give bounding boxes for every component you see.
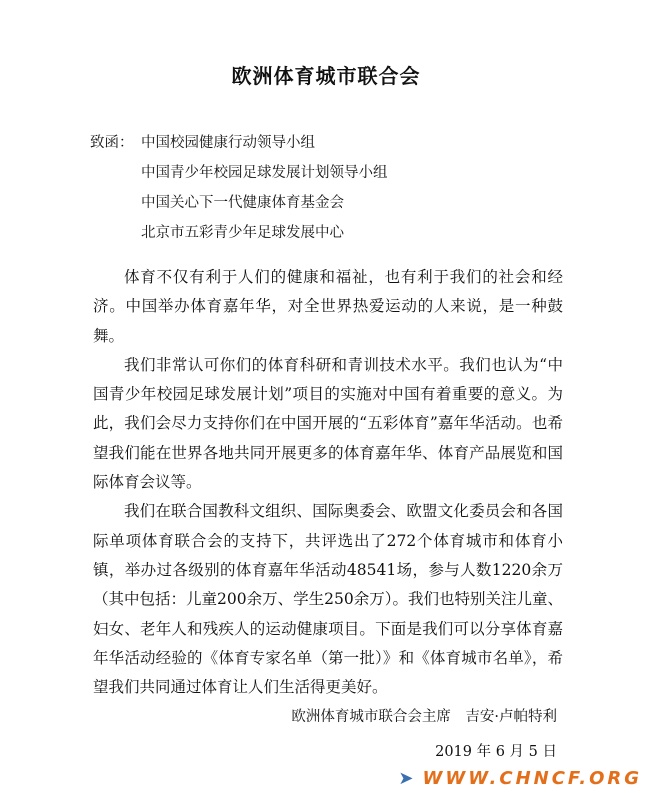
addressee-recipient: 北京市五彩青少年足球发展中心 — [141, 225, 344, 241]
addressee-row — [90, 128, 388, 158]
watermark-text: WWW.CHNCF.ORG — [422, 768, 642, 789]
signature-line: 欧洲体育城市联合会主席 吉安·卢帕特利 — [291, 709, 557, 725]
addressee-recipient: 中国青少年校园足球发展计划领导小组 — [141, 165, 388, 181]
body-paragraph: 我们在联合国教科文组织、国际奥委会、欧盟文化委员会和各国际单项体育联合会的支持下，共评选出了272个体育城市和体育小镇，举办过各级别的体育嘉年华活动48541场，参与人数1220余万（其中包括：儿童200余万、学生250余万）。我们也特别关注儿童、妇女、老年人和残疾人的运动健康项目。下面是我们可以分享体育嘉年华活动经验的《体育专家名单（第一批）》和《体育城市名单》，希望我们共同通过体育让人们生活得更美好。 — [93, 502, 563, 697]
letter-body — [93, 263, 563, 702]
site-watermark — [398, 768, 642, 789]
addressee-row — [90, 188, 388, 218]
addressee-row — [90, 158, 388, 188]
addressee-recipient: 中国校园健康行动领导小组 — [141, 135, 315, 151]
body-paragraph: 我们非常认可你们的体育科研和青训技术水平。我们也认为“中国青少年校园足球发展计划”项目的实施对中国有着重要的意义。为此，我们会尽力支持你们在中国开展的“五彩体育”嘉年华活动。也希望我们能在世界各地共同开展更多的体育嘉年华、体育产品展览和国际体育会议等。 — [93, 355, 563, 492]
body-paragraph: 体育不仅有利于人们的健康和福祉，也有利于我们的社会和经济。中国举办体育嘉年华，对全世界热爱运动的人来说，是一种鼓舞。 — [93, 268, 563, 345]
addressee-block — [90, 128, 388, 248]
addressee-recipient: 中国关心下一代健康体育基金会 — [141, 195, 344, 211]
document-title: 欧洲体育城市联合会 — [231, 64, 421, 88]
addressee-prefix: 致函： — [90, 135, 134, 151]
letter-date: 2019 年 6 月 5 日 — [435, 744, 557, 760]
addressee-row — [90, 218, 388, 248]
arrow-icon: ➤ — [398, 768, 417, 789]
